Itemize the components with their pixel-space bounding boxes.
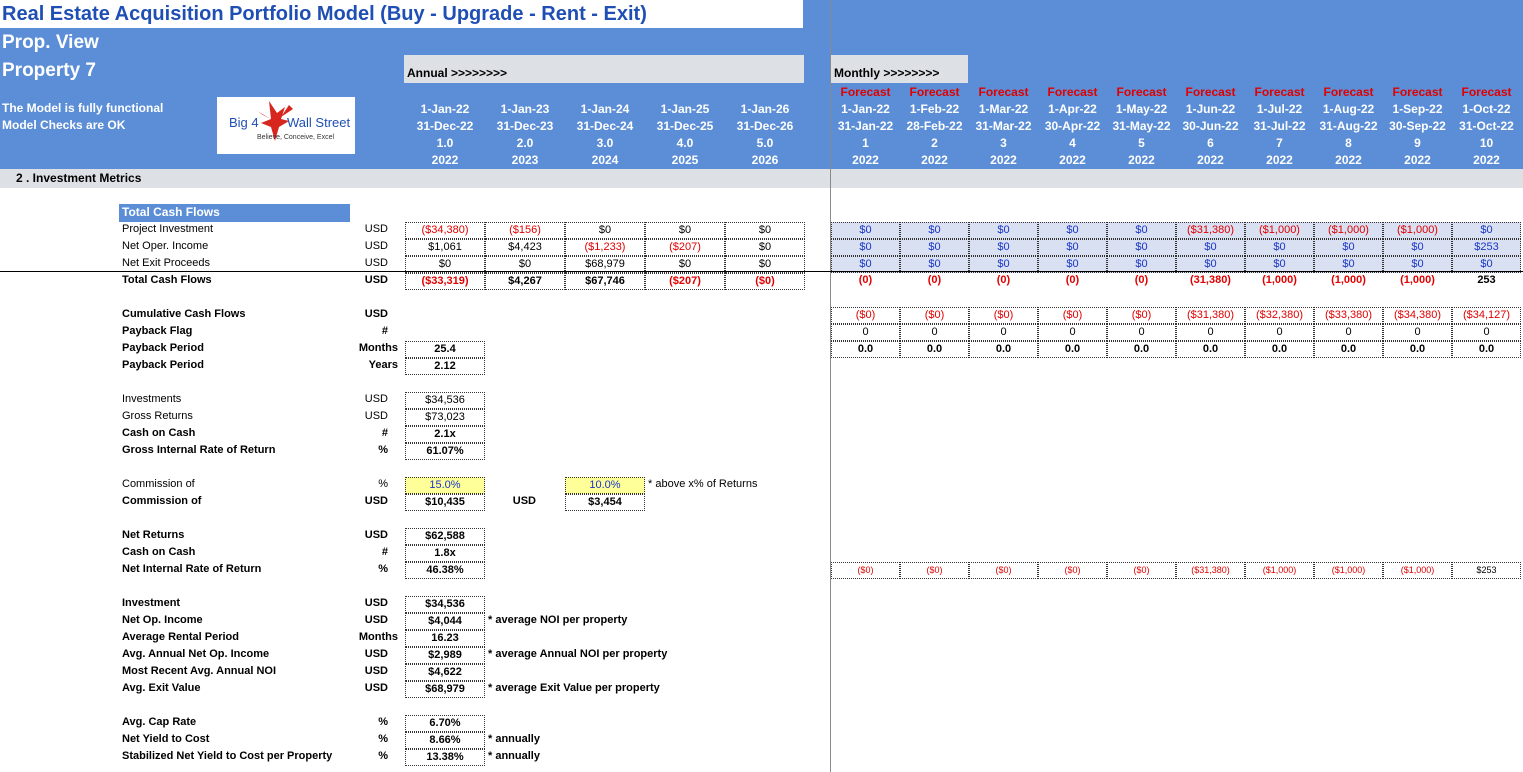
net-irr-monthly-cell: $253: [1452, 562, 1521, 579]
monthly-col-start: 1-Apr-22: [1048, 102, 1097, 116]
net-irr-monthly-cell: ($0): [831, 562, 900, 579]
monthly-cash-cell: $0: [1383, 239, 1452, 256]
row-unit: USD: [364, 665, 388, 677]
cumulative-cell: ($0): [1038, 307, 1107, 324]
net-irr-monthly-cell: ($0): [1107, 562, 1176, 579]
payback-flag-cell: 0: [900, 324, 969, 341]
row-label: Net Yield to Cost: [122, 733, 210, 745]
metric-value: 61.07%: [405, 443, 485, 460]
net-irr-monthly-cell: ($1,000): [1383, 562, 1452, 579]
row-label: Avg. Exit Value: [122, 682, 201, 694]
annual-col-index: 2.0: [516, 136, 534, 150]
monthly-col-start: 1-Jan-22: [841, 102, 890, 116]
monthly-cash-cell: $0: [1452, 222, 1521, 239]
monthly-cash-cell: $0: [1314, 239, 1383, 256]
annual-col-index: 1.0: [436, 136, 454, 150]
monthly-cash-cell: ($1,000): [1383, 222, 1452, 239]
annual-col-index: 3.0: [596, 136, 614, 150]
payback-period-cell: 0.0: [1038, 341, 1107, 358]
monthly-col-end: 31-Jan-22: [837, 119, 894, 133]
monthly-cash-cell: $0: [900, 239, 969, 256]
row-label: Net Returns: [122, 529, 185, 541]
row-unit: USD: [364, 393, 388, 405]
net-irr-monthly-cell: ($31,380): [1176, 562, 1245, 579]
average-value: $4,622: [405, 664, 485, 681]
annual-col-start: 1-Jan-22: [420, 102, 470, 116]
monthly-col-start: 1-Jul-22: [1256, 102, 1303, 116]
average-value: $4,044: [405, 613, 485, 630]
payback-flag-cell: 0: [1245, 324, 1314, 341]
monthly-col-index: 7: [1276, 136, 1283, 150]
payback-period-cell: 0.0: [1314, 341, 1383, 358]
row-unit: USD: [364, 257, 388, 269]
metric-value: $34,536: [405, 392, 485, 409]
monthly-col-end: 30-Jun-22: [1182, 119, 1239, 133]
payback-period-cell: 0.0: [1245, 341, 1314, 358]
row-label: Gross Returns: [122, 410, 193, 422]
monthly-col-end: 30-Apr-22: [1044, 119, 1101, 133]
monthly-col-index: 10: [1479, 136, 1494, 150]
average-note: * average Annual NOI per property: [488, 648, 668, 660]
average-note: * average Exit Value per property: [488, 682, 660, 694]
monthly-label: Monthly >>>>>>>>: [834, 66, 940, 80]
monthly-cash-cell: $0: [1176, 256, 1245, 273]
monthly-total-cell: (0): [996, 274, 1011, 286]
net-irr-monthly-cell: ($0): [969, 562, 1038, 579]
monthly-cash-cell: $0: [1245, 239, 1314, 256]
monthly-cash-cell: $0: [1038, 239, 1107, 256]
monthly-col-year: 2022: [1335, 153, 1362, 167]
cumulative-cell: ($0): [969, 307, 1038, 324]
monthly-cash-cell: $253: [1452, 239, 1521, 256]
row-label: Commission of: [122, 495, 202, 507]
monthly-col-end: 31-Oct-22: [1459, 119, 1514, 133]
cash-flows-title: Total Cash Flows: [122, 205, 220, 219]
yield-value: 13.38%: [405, 749, 485, 766]
row-label: Investment: [122, 597, 181, 609]
monthly-cash-cell: $0: [900, 222, 969, 239]
yield-note: * annually: [488, 750, 540, 762]
monthly-cash-cell: $0: [900, 256, 969, 273]
logo-tagline: Believe, Conceive, Excel: [257, 134, 335, 141]
net-irr-monthly-cell: ($0): [1038, 562, 1107, 579]
total-separator-line: [0, 271, 1523, 272]
commission-amount2-value: $3,454: [565, 494, 645, 511]
cumulative-cell: ($0): [831, 307, 900, 324]
monthly-col-index: 1: [862, 136, 869, 150]
monthly-cash-cell: $0: [831, 222, 900, 239]
annual-cash-cell: $0: [565, 222, 645, 239]
row-label: Project Investment: [122, 223, 214, 235]
row-label: Avg. Cap Rate: [122, 716, 197, 728]
monthly-col-start: 1-Oct-22: [1462, 102, 1511, 116]
row-label: Most Recent Avg. Annual NOI: [122, 665, 277, 677]
monthly-col-index: 6: [1207, 136, 1214, 150]
monthly-col-index: 3: [1000, 136, 1007, 150]
commission-note: * above x% of Returns: [648, 478, 758, 490]
annual-col-end: 31-Dec-26: [736, 119, 794, 133]
payback-period-cell: 0.0: [969, 341, 1038, 358]
annual-total-cell: $4,267: [485, 273, 565, 290]
payback-period-cell: 0.0: [831, 341, 900, 358]
monthly-col-start: 1-Sep-22: [1392, 102, 1443, 116]
row-unit: #: [381, 427, 388, 439]
row-unit: USD: [364, 597, 388, 609]
forecast-label: Forecast: [1461, 85, 1512, 99]
cumulative-cell: ($34,127): [1452, 307, 1521, 324]
monthly-col-start: 1-Feb-22: [909, 102, 960, 116]
annual-cash-cell: $0: [405, 256, 485, 273]
annual-cash-cell: ($207): [645, 239, 725, 256]
monthly-cash-cell: ($31,380): [1176, 222, 1245, 239]
pane-divider: [830, 0, 831, 772]
annual-col-year: 2024: [591, 153, 619, 167]
monthly-col-end: 31-May-22: [1112, 119, 1171, 133]
net-irr-monthly-cell: ($0): [900, 562, 969, 579]
row-label: Average Rental Period: [122, 631, 239, 643]
row-unit: %: [378, 444, 388, 456]
average-value: $2,989: [405, 647, 485, 664]
net-irr-monthly-cell: ($1,000): [1314, 562, 1383, 579]
commission-pct-input: 15.0%: [405, 477, 485, 494]
annual-cash-cell: $68,979: [565, 256, 645, 273]
payback-flag-cell: 0: [1452, 324, 1521, 341]
monthly-cash-cell: $0: [831, 239, 900, 256]
row-unit: USD: [364, 614, 388, 626]
net-irr-monthly-cell: ($1,000): [1245, 562, 1314, 579]
yield-value: 6.70%: [405, 715, 485, 732]
cumulative-cell: ($34,380): [1383, 307, 1452, 324]
row-unit: USD: [364, 223, 388, 235]
row-unit: Years: [368, 359, 398, 371]
annual-col-year: 2025: [671, 153, 699, 167]
monthly-col-year: 2022: [921, 153, 948, 167]
forecast-label: Forecast: [1047, 85, 1098, 99]
average-value: $68,979: [405, 681, 485, 698]
section-title: 2 . Investment Metrics: [16, 171, 142, 185]
monthly-total-cell: (1,000): [1400, 274, 1435, 286]
monthly-cash-cell: $0: [1038, 222, 1107, 239]
monthly-col-year: 2022: [1473, 153, 1500, 167]
monthly-col-year: 2022: [1197, 153, 1224, 167]
monthly-cash-cell: $0: [1314, 256, 1383, 273]
yield-note: * annually: [488, 733, 540, 745]
annual-total-cell: ($0): [725, 273, 805, 290]
monthly-col-end: 31-Jul-22: [1253, 119, 1306, 133]
metric-value: 1.8x: [405, 545, 485, 562]
forecast-label: Forecast: [1392, 85, 1443, 99]
page-title: Real Estate Acquisition Portfolio Model (Buy - Upgrade - Rent - Exit): [2, 3, 647, 25]
row-label: Cash on Cash: [122, 427, 196, 439]
annual-cash-cell: $0: [725, 256, 805, 273]
annual-col-end: 31-Dec-24: [576, 119, 634, 133]
row-label: Net Oper. Income: [122, 240, 209, 252]
row-label: Cumulative Cash Flows: [122, 308, 246, 320]
row-unit: %: [378, 733, 388, 745]
monthly-cash-cell: $0: [1383, 256, 1452, 273]
annual-cash-cell: $0: [725, 222, 805, 239]
yield-value: 8.66%: [405, 732, 485, 749]
annual-cash-cell: ($1,233): [565, 239, 645, 256]
payback-period-cell: 0.0: [1452, 341, 1521, 358]
payback-flag-cell: 0: [1383, 324, 1452, 341]
monthly-total-cell: 253: [1477, 274, 1496, 286]
big4-logo: [217, 97, 355, 154]
row-unit: USD: [364, 410, 388, 422]
commission-pct2-input: 10.0%: [565, 477, 645, 494]
row-unit: %: [378, 750, 388, 762]
monthly-cash-cell: $0: [969, 256, 1038, 273]
payback-period-cell: 0.0: [1107, 341, 1176, 358]
annual-col-end: 31-Dec-23: [496, 119, 554, 133]
row-label: Payback Period: [122, 359, 204, 371]
monthly-col-index: 5: [1138, 136, 1145, 150]
row-label: Commission of: [122, 478, 195, 490]
payback-period-cell: 0.0: [1383, 341, 1452, 358]
monthly-col-year: 2022: [1266, 153, 1293, 167]
monthly-col-index: 8: [1345, 136, 1352, 150]
row-unit: USD: [364, 495, 388, 507]
row-unit: USD: [364, 240, 388, 252]
forecast-label: Forecast: [840, 85, 891, 99]
commission-unit2: USD: [512, 495, 536, 507]
row-label: Net Exit Proceeds: [122, 257, 211, 269]
row-unit: #: [381, 546, 388, 558]
row-unit: USD: [364, 529, 388, 541]
monthly-cash-cell: $0: [969, 222, 1038, 239]
payback-flag-cell: 0: [1038, 324, 1107, 341]
annual-cash-cell: $4,423: [485, 239, 565, 256]
annual-col-start: 1-Jan-23: [500, 102, 550, 116]
property-label: Property 7: [2, 60, 96, 81]
metric-value: $62,588: [405, 528, 485, 545]
annual-cash-cell: $0: [645, 256, 725, 273]
monthly-col-end: 31-Aug-22: [1319, 119, 1378, 133]
monthly-cash-cell: $0: [1452, 256, 1521, 273]
annual-cash-cell: $0: [645, 222, 725, 239]
payback-flag-cell: 0: [1176, 324, 1245, 341]
annual-total-cell: ($207): [645, 273, 725, 290]
monthly-col-index: 9: [1414, 136, 1421, 150]
row-unit: USD: [364, 682, 388, 694]
monthly-cash-cell: $0: [1245, 256, 1314, 273]
model-checks: Model Checks are OK: [2, 118, 126, 132]
annual-label: Annual >>>>>>>>: [407, 66, 508, 80]
annual-cash-cell: ($34,380): [405, 222, 485, 239]
monthly-total-cell: (1,000): [1262, 274, 1297, 286]
payback-years-value: 2.12: [405, 358, 485, 375]
payback-period-cell: 0.0: [1176, 341, 1245, 358]
monthly-col-end: 30-Sep-22: [1389, 119, 1446, 133]
model-status: The Model is fully functional: [2, 101, 164, 115]
monthly-total-cell: (0): [858, 274, 873, 286]
annual-col-year: 2023: [511, 153, 539, 167]
forecast-label: Forecast: [1254, 85, 1305, 99]
annual-cash-cell: $1,061: [405, 239, 485, 256]
row-label: Stabilized Net Yield to Cost per Property: [122, 750, 333, 762]
cumulative-cell: ($32,380): [1245, 307, 1314, 324]
row-label: Avg. Annual Net Op. Income: [122, 648, 270, 660]
monthly-col-start: 1-May-22: [1115, 102, 1168, 116]
logo-text-right: Wall Street: [287, 115, 351, 130]
cumulative-cell: ($31,380): [1176, 307, 1245, 324]
row-unit: %: [378, 563, 388, 575]
payback-flag-cell: 0: [1314, 324, 1383, 341]
monthly-col-index: 2: [931, 136, 938, 150]
annual-total-cell: $67,746: [565, 273, 645, 290]
forecast-label: Forecast: [978, 85, 1029, 99]
annual-col-start: 1-Jan-24: [580, 102, 630, 116]
monthly-total-cell: (31,380): [1190, 274, 1231, 286]
annual-col-year: 2026: [751, 153, 779, 167]
row-unit: %: [378, 478, 388, 490]
row-unit: USD: [364, 274, 388, 286]
metric-value: $73,023: [405, 409, 485, 426]
annual-col-start: 1-Jan-26: [740, 102, 790, 116]
row-label: Net Internal Rate of Return: [122, 563, 262, 575]
monthly-cash-cell: $0: [1107, 222, 1176, 239]
metric-value: 46.38%: [405, 562, 485, 579]
payback-period-cell: 0.0: [900, 341, 969, 358]
monthly-col-end: 28-Feb-22: [906, 119, 963, 133]
annual-cash-cell: $0: [725, 239, 805, 256]
monthly-cash-cell: ($1,000): [1314, 222, 1383, 239]
forecast-label: Forecast: [1116, 85, 1167, 99]
monthly-col-end: 31-Mar-22: [975, 119, 1032, 133]
annual-col-index: 4.0: [676, 136, 694, 150]
average-note: * average NOI per property: [488, 614, 628, 626]
row-label: Net Op. Income: [122, 614, 203, 626]
monthly-total-cell: (0): [1134, 274, 1149, 286]
monthly-total-cell: (1,000): [1331, 274, 1366, 286]
cumulative-cell: ($0): [1107, 307, 1176, 324]
commission-amount-value: $10,435: [405, 494, 485, 511]
monthly-col-start: 1-Jun-22: [1185, 102, 1236, 116]
row-unit: Months: [358, 342, 398, 354]
cumulative-cell: ($33,380): [1314, 307, 1383, 324]
row-unit: %: [378, 716, 388, 728]
monthly-cash-cell: $0: [1176, 239, 1245, 256]
monthly-col-year: 2022: [1059, 153, 1086, 167]
forecast-label: Forecast: [1185, 85, 1236, 99]
monthly-total-cell: (0): [1065, 274, 1080, 286]
row-unit: #: [381, 325, 388, 337]
monthly-col-start: 1-Aug-22: [1322, 102, 1375, 116]
annual-cash-cell: $0: [485, 256, 565, 273]
section-band: [0, 169, 1523, 188]
annual-col-end: 31-Dec-25: [656, 119, 714, 133]
monthly-col-index: 4: [1069, 136, 1076, 150]
annual-col-year: 2022: [431, 153, 459, 167]
cumulative-cell: ($0): [900, 307, 969, 324]
monthly-cash-cell: $0: [1107, 239, 1176, 256]
monthly-cash-cell: ($1,000): [1245, 222, 1314, 239]
row-unit: USD: [364, 308, 388, 320]
row-label: Cash on Cash: [122, 546, 196, 558]
monthly-cash-cell: $0: [831, 256, 900, 273]
payback-flag-cell: 0: [969, 324, 1038, 341]
annual-cash-cell: ($156): [485, 222, 565, 239]
average-value: 16.23: [405, 630, 485, 647]
annual-col-index: 5.0: [756, 136, 774, 150]
annual-col-end: 31-Dec-22: [416, 119, 474, 133]
logo-text-left: Big 4: [229, 115, 259, 130]
monthly-col-start: 1-Mar-22: [978, 102, 1029, 116]
payback-flag-cell: 0: [1107, 324, 1176, 341]
view-label: Prop. View: [2, 32, 99, 53]
monthly-cash-cell: $0: [969, 239, 1038, 256]
row-unit: Months: [358, 631, 398, 643]
monthly-col-year: 2022: [1128, 153, 1155, 167]
monthly-col-year: 2022: [990, 153, 1017, 167]
forecast-label: Forecast: [909, 85, 960, 99]
row-label: Payback Flag: [122, 325, 193, 337]
row-unit: USD: [364, 648, 388, 660]
metric-value: 2.1x: [405, 426, 485, 443]
average-value: $34,536: [405, 596, 485, 613]
annual-total-cell: ($33,319): [405, 273, 485, 290]
row-label: Payback Period: [122, 342, 204, 354]
forecast-label: Forecast: [1323, 85, 1374, 99]
payback-months-value: 25.4: [405, 341, 485, 358]
row-label: Total Cash Flows: [122, 274, 212, 286]
monthly-col-year: 2022: [1404, 153, 1431, 167]
monthly-total-cell: (0): [927, 274, 942, 286]
monthly-cash-cell: $0: [1038, 256, 1107, 273]
row-label: Investments: [122, 393, 182, 405]
payback-flag-cell: 0: [831, 324, 900, 341]
monthly-col-year: 2022: [852, 153, 879, 167]
row-label: Gross Internal Rate of Return: [122, 444, 276, 456]
monthly-cash-cell: $0: [1107, 256, 1176, 273]
annual-col-start: 1-Jan-25: [660, 102, 710, 116]
